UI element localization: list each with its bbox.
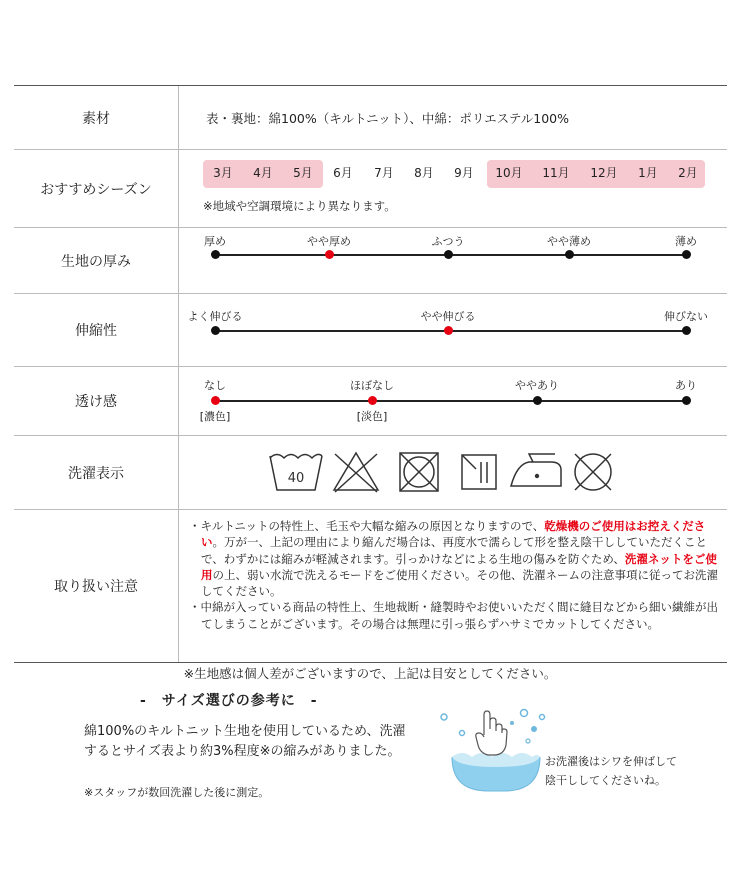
sheer-scale-label: ややあり <box>515 379 559 392</box>
thickness-scale-dot <box>444 250 453 259</box>
size-section-body: 綿100%のキルトニット生地を使用しているため、洗濯するとサイズ表より約3%程度※の縮みがありました。 <box>84 724 406 759</box>
season-month: 10月 <box>495 166 523 180</box>
season-month: 5月 <box>293 166 313 180</box>
no-bleach-icon <box>331 450 381 494</box>
thickness-scale-label: やや厚め <box>307 235 351 248</box>
sheer-scale-label: なし <box>204 379 226 392</box>
handling-note-2: ・中綿が入っている商品の特性上、生地裁断・縫製時やお使いいただく間に縫目などから細い繊維が出てしまうことがございます。その場合は無理に引っ張らずハサミでカットしてください。 <box>189 600 718 631</box>
thickness-scale-dot <box>211 250 220 259</box>
illust-caption-2: 陰干ししてくださいね。 <box>545 774 666 787</box>
material-text: 表・裏地：綿100%（キルトニット）、中綿：ポリエステル100% <box>206 111 569 126</box>
thickness-scale-label: 厚め <box>204 235 226 248</box>
season-month: 8月 <box>414 166 434 180</box>
stretch-scale-dot <box>211 326 220 335</box>
label-season: おすすめシーズン <box>14 150 179 227</box>
size-section-title: - サイズ選びの参考に - <box>140 693 318 709</box>
row-season <box>14 150 727 228</box>
sheer-scale-dot <box>368 396 377 405</box>
label-sheer: 透け感 <box>14 367 179 435</box>
season-month: 12月 <box>590 166 618 180</box>
sheer-scale-dot <box>533 396 542 405</box>
row-material <box>14 86 727 150</box>
spec-table <box>14 85 727 663</box>
label-stretch: 伸縮性 <box>14 294 179 366</box>
svg-text:40: 40 <box>287 471 305 486</box>
no-dry-clean-icon <box>571 450 615 494</box>
stretch-scale-dot <box>444 326 453 335</box>
thickness-scale-label: やや薄め <box>547 235 591 248</box>
stretch-scale-label: よく伸びる <box>187 310 243 323</box>
thickness-scale-label: 薄め <box>675 235 697 248</box>
thickness-scale-dot <box>565 250 574 259</box>
stretch-scale-dot <box>682 326 691 335</box>
sheer-scale-dot <box>211 396 220 405</box>
stretch-scale-label: 伸びない <box>664 310 708 323</box>
row-handling <box>14 510 727 662</box>
row-stretch <box>14 294 727 367</box>
size-section-note: ※スタッフが数回洗濯した後に測定。 <box>84 786 270 799</box>
illust-caption-1: お洗濯後はシワを伸ばして <box>545 755 677 768</box>
season-month: 2月 <box>678 166 698 180</box>
season-note: ※地域や空調環境により異なります。 <box>203 199 396 213</box>
label-thickness: 生地の厚み <box>14 228 179 293</box>
label-material: 素材 <box>14 86 179 149</box>
row-thickness <box>14 228 727 294</box>
season-month: 9月 <box>454 166 474 180</box>
label-handling: 取り扱い注意 <box>14 510 179 662</box>
thickness-scale-dot <box>325 250 334 259</box>
sheer-scale-line <box>215 400 686 402</box>
wash-40-icon <box>267 450 325 494</box>
thickness-scale-label: ふつう <box>431 235 465 248</box>
iron-low-icon <box>507 450 565 494</box>
sheer-sublabel-light: [淡色] <box>356 410 388 423</box>
season-month: 4月 <box>253 166 273 180</box>
stretch-scale-label: やや伸びる <box>420 310 476 323</box>
no-tumble-dry-icon <box>397 450 441 494</box>
season-month: 3月 <box>213 166 233 180</box>
handling-notes <box>189 518 719 632</box>
footnote: ※生地感は個人差がございますので、上記は目安としてください。 <box>183 666 557 681</box>
row-care <box>14 436 727 510</box>
season-month: 1月 <box>638 166 658 180</box>
season-month: 11月 <box>542 166 570 180</box>
thickness-scale-dot <box>682 250 691 259</box>
row-sheer <box>14 367 727 436</box>
washing-hand-illustration <box>438 705 558 795</box>
season-month: 7月 <box>374 166 394 180</box>
season-month: 6月 <box>333 166 353 180</box>
label-care: 洗濯表示 <box>14 436 179 509</box>
sheer-scale-label: ほぼなし <box>350 379 394 392</box>
line-dry-shade-icon <box>459 450 499 494</box>
sheer-scale-label: あり <box>675 379 697 392</box>
sheer-scale-dot <box>682 396 691 405</box>
sheer-sublabel-dark: [濃色] <box>199 410 231 423</box>
handling-note-1: ・キルトニットの特性上、毛玉や大幅な縮みの原因となりますので、乾燥機のご使用はお控えください。万が一、上記の理由により縮んだ場合は、再度水で濡らして形を整え陰干ししていただくことで、わずかには縮みが軽減されます。引っかけなどによる生地の傷みを防ぐため、洗濯ネットをご使用の上、弱い水流で洗えるモードをご使用ください。その他、洗濯ネームの注意事項に従ってお洗濯してください。 <box>189 519 719 599</box>
